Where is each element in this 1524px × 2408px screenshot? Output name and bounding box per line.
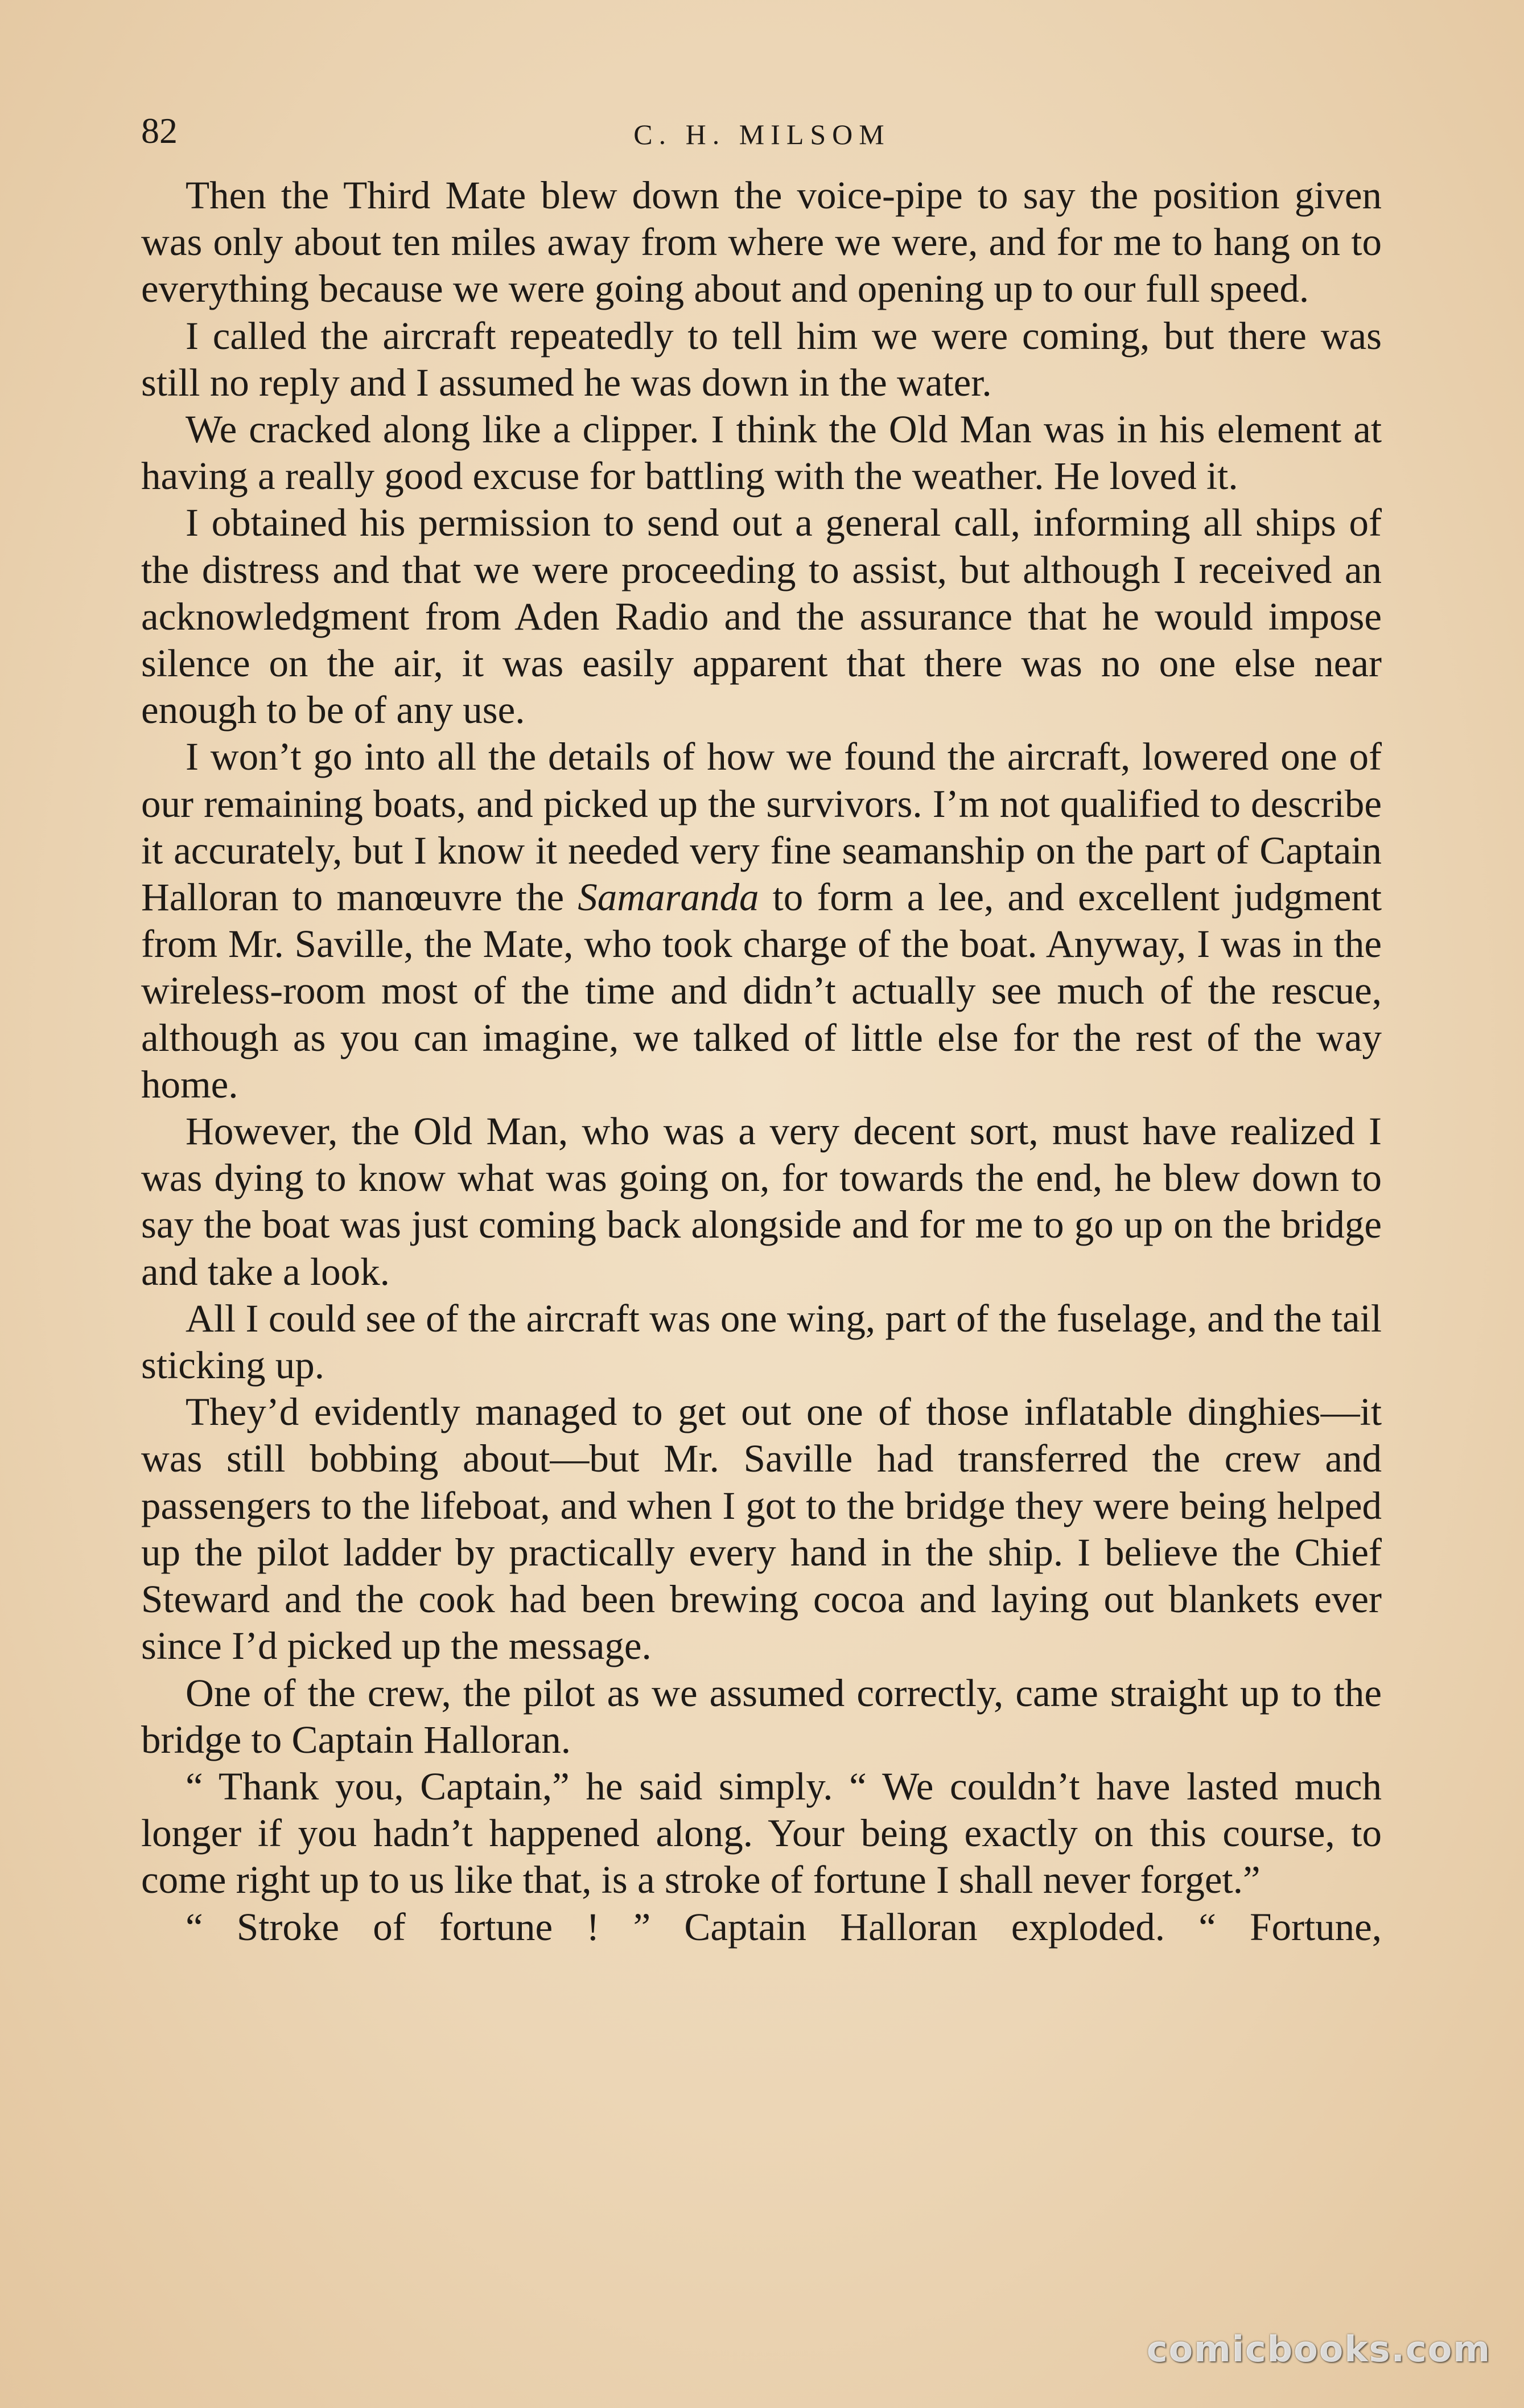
running-head: C. H. MILSOM	[633, 118, 891, 150]
paragraph: Then the Third Mate blew down the voice-pipe to say the position given was only about ten miles away from where we were, and for me to hang on to everything because we were going about and opening up to our full speed.	[141, 174, 1382, 311]
paragraph: They’d evidently managed to get out one of those inflatable dinghies—it was still bobbing about—but Mr. Saville had transferred the crew and passengers to the lifeboat, and when I got to the bridge they were being helped up the pilot ladder by practically every hand in the ship. I believe the Chief Steward and the cook had been brewing cocoa and laying out blankets ever since I’d picked up the message.	[141, 1390, 1382, 1668]
paragraph: All I could see of the aircraft was one wing, part of the fuselage, and the tail sticking up.	[141, 1296, 1382, 1387]
paragraph: We cracked along like a clipper. I think the Old Man was in his element at having a really good excuse for battling with the weather. He loved it.	[141, 408, 1382, 498]
ship-name: Samaranda	[578, 876, 759, 919]
paragraph	[141, 733, 1382, 1108]
paragraph-text: I won’t go into all the details of how we found the aircraft, lowered one of our remaining boats, and picked up the survivors. I’m not qualified to describe it accurately, but I know it needed very fine seamanship on the part of Captain Halloran to manœuvre the	[141, 735, 1382, 919]
paragraph: One of the crew, the pilot as we assumed correctly, came straight up to the bridge to Captain Halloran.	[141, 1671, 1382, 1761]
page-number: 82	[141, 110, 178, 151]
paragraph: “ Thank you, Captain,” he said simply. “ We couldn’t have lasted much longer if you hadn’t happened along. Your being exactly on this course, to come right up to us like that, is a stroke of fortune I shall never forget.”	[141, 1764, 1382, 1902]
paragraph: However, the Old Man, who was a very decent sort, must have realized I was dying to know what was going on, for towards the end, he blew down to say the boat was just coming back alongside and for me to go up on the bridge and take a look.	[141, 1110, 1382, 1293]
watermark: comicbooks.com	[1146, 2328, 1491, 2370]
paragraph: I obtained his permission to send out a general call, informing all ships of the distress and that we were proceeding to assist, but although I received an acknowledgment from Aden Radio and the assurance that he would impose silence on the air, it was easily apparent that there was no one else near enough to be of any use.	[141, 501, 1382, 732]
paragraph: I called the aircraft repeatedly to tell him we were coming, but there was still no reply and I assumed he was down in the water.	[141, 314, 1382, 404]
paragraph-text: to form a lee, and excellent judgment from Mr. Saville, the Mate, who took charge of the boat. Anyway, I was in the wireless-room most of the time and didn’t actually see much of the rescue, although as you can imagine, we talked of little else for the rest of the way home.	[141, 876, 1382, 1106]
body-text	[141, 172, 1382, 1950]
paragraph: “ Stroke of fortune ! ” Captain Halloran exploded. “ Fortune,	[186, 1905, 1382, 1949]
